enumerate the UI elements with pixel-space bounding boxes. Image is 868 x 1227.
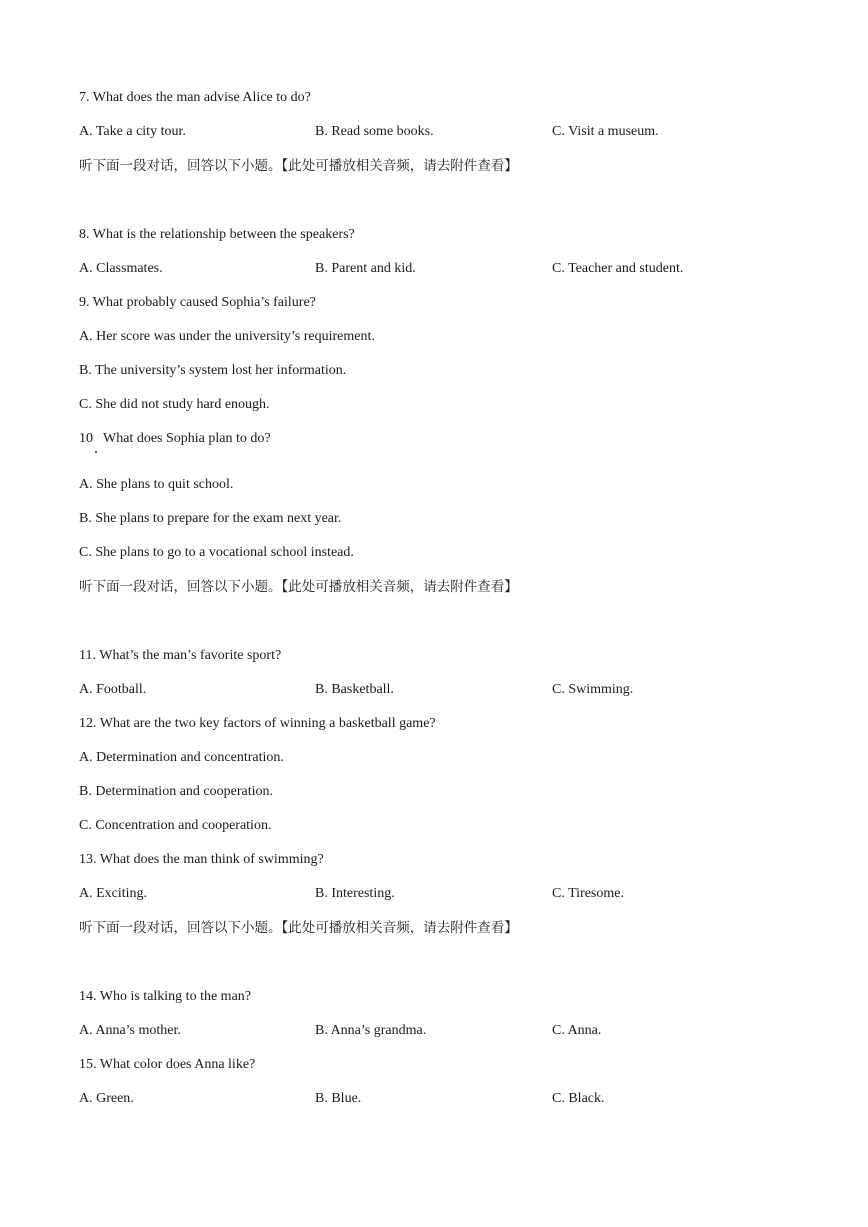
- option-b: B. Interesting.: [315, 886, 395, 901]
- audio-instruction: 听下面一段对话，回答以下小题。【此处可播放相关音频，请去附件查看】: [79, 158, 518, 174]
- option-a: A. Green.: [79, 1091, 134, 1106]
- audio-instruction: 听下面一段对话，回答以下小题。【此处可播放相关音频，请去附件查看】: [79, 579, 518, 595]
- option-b: B. The university’s system lost her information.: [79, 363, 347, 378]
- option-a: A. Football.: [79, 682, 147, 697]
- option-b: B. Basketball.: [315, 682, 394, 697]
- question-11-options: [79, 681, 799, 699]
- option-c: C. Swimming.: [552, 682, 634, 697]
- question-7: 7. What does the man advise Alice to do?: [79, 90, 311, 105]
- option-c: C. Tiresome.: [552, 886, 624, 901]
- question-14: 14. Who is talking to the man?: [79, 989, 251, 1004]
- option-c: C. Anna.: [552, 1023, 602, 1038]
- option-a: A. Anna’s mother.: [79, 1023, 181, 1038]
- option-c: C. She plans to go to a vocational school instead.: [79, 545, 354, 560]
- question-10: [79, 430, 271, 448]
- question-8-options: [79, 260, 799, 278]
- option-a: A. Classmates.: [79, 261, 163, 276]
- option-b: B. Blue.: [315, 1091, 362, 1106]
- option-c: C. Black.: [552, 1091, 605, 1106]
- question-9: 9. What probably caused Sophia’s failure?: [79, 295, 316, 310]
- option-a: A. Determination and concentration.: [79, 750, 284, 765]
- option-b: B. She plans to prepare for the exam next year.: [79, 511, 342, 526]
- option-c: C. Visit a museum.: [552, 124, 659, 139]
- question-7-options: [79, 123, 799, 141]
- question-13-options: [79, 885, 799, 903]
- option-c: C. Concentration and cooperation.: [79, 818, 272, 833]
- question-14-options: [79, 1022, 799, 1040]
- option-a: A. Take a city tour.: [79, 124, 186, 139]
- question-number: 10: [79, 431, 93, 446]
- option-c: C. Teacher and student.: [552, 261, 684, 276]
- option-a: A. Her score was under the university’s requirement.: [79, 329, 375, 344]
- question-15: 15. What color does Anna like?: [79, 1057, 256, 1072]
- option-b: B. Read some books.: [315, 124, 434, 139]
- audio-instruction: 听下面一段对话，回答以下小题。【此处可播放相关音频，请去附件查看】: [79, 920, 518, 936]
- option-a: A. She plans to quit school.: [79, 477, 234, 492]
- question-8: 8. What is the relationship between the speakers?: [79, 227, 355, 242]
- option-a: A. Exciting.: [79, 886, 148, 901]
- question-15-options: [79, 1090, 799, 1108]
- option-c: C. She did not study hard enough.: [79, 397, 270, 412]
- option-b: B. Anna’s grandma.: [315, 1023, 427, 1038]
- question-12: 12. What are the two key factors of winning a basketball game?: [79, 716, 436, 731]
- stray-dot: [95, 451, 97, 453]
- question-text: What does Sophia plan to do?: [103, 431, 271, 446]
- question-11: 11. What’s the man’s favorite sport?: [79, 648, 282, 663]
- question-13: 13. What does the man think of swimming?: [79, 852, 324, 867]
- option-b: B. Determination and cooperation.: [79, 784, 273, 799]
- option-b: B. Parent and kid.: [315, 261, 416, 276]
